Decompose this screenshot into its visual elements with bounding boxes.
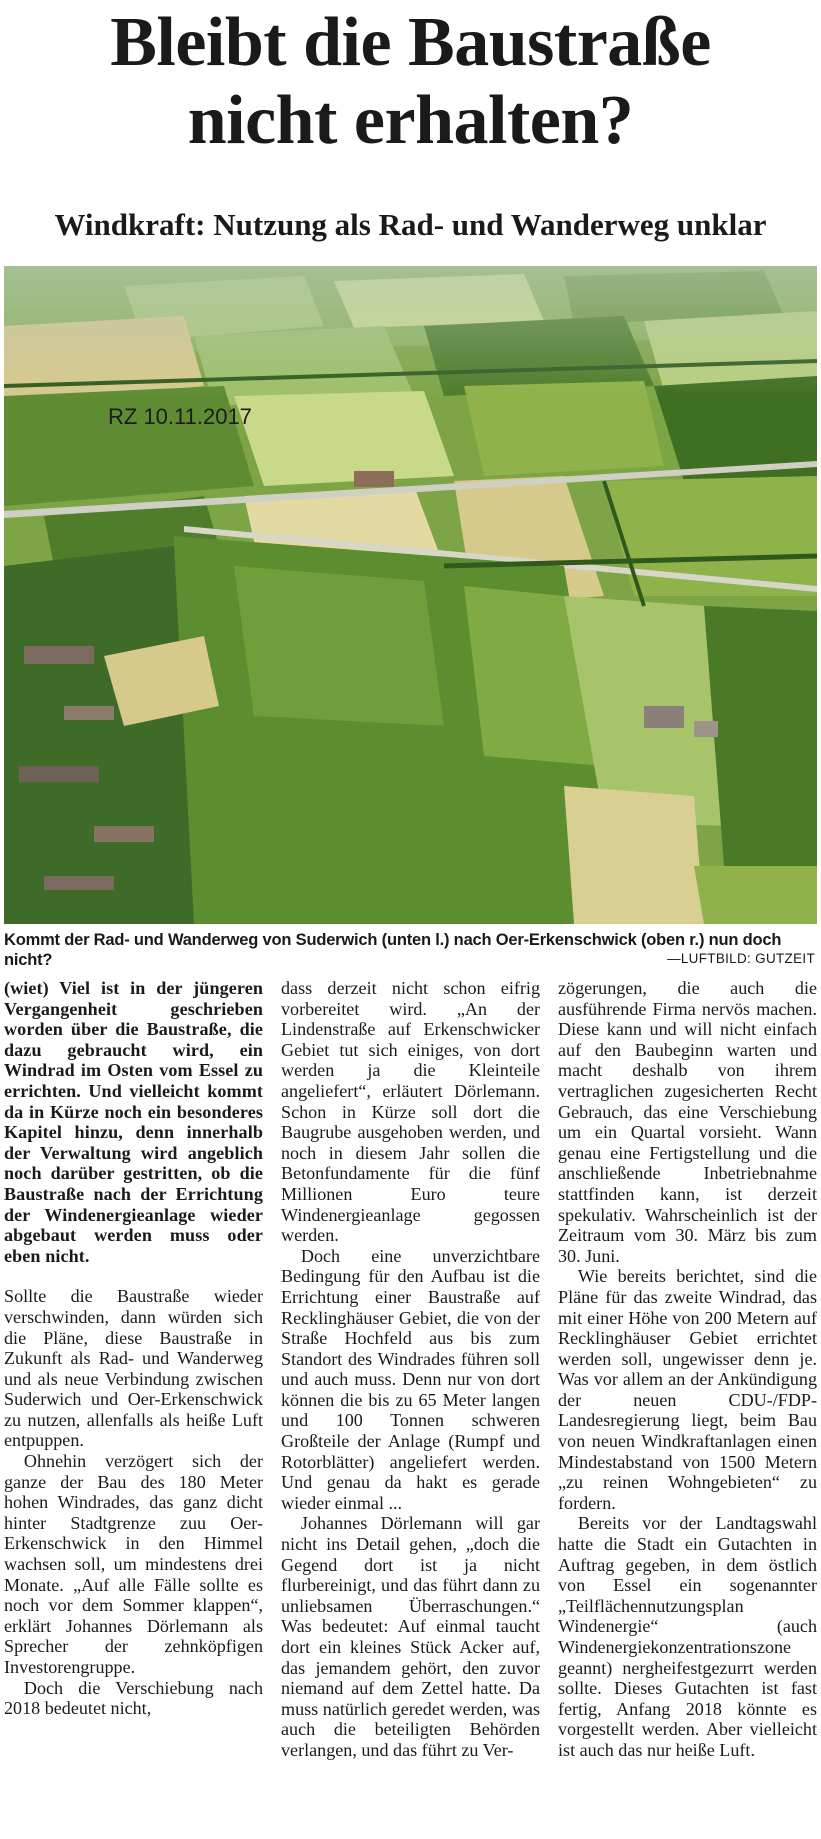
headline-line-1: Bleibt die Baustraße (110, 4, 711, 81)
article-paragraph: Doch die Verschiebung nach 2018 bedeutet nicht, (4, 1677, 263, 1719)
article-paragraph: dass derzeit nicht schon eifrig vorbereitet wird. „An der Lindenstraße auf Erkenschwicker Gebiet tut sich einiges, von dort werden ja die Kleinteile angeliefert“, erläutert Dörlemann. Schon in Kürze soll dort die Baugrube ausgehoben werden, und noch in diesem Jahr sollen die Betonfundamente für die fünf Millionen Euro teure Windenergieanlage gegossen werden. (281, 978, 540, 1246)
article-column-3 (558, 978, 817, 1836)
article-body (4, 978, 817, 1836)
article-paragraph: Bereits vor der Landtagswahl hatte die Stadt ein Gutachten in Auftrag gegeben, in dem östlich von Essel ein sogenannter „Teilflächennutzungsplan Windenergie“ (auch Windenergiekonzentrationszone geannt) nergheifestgezurrt werden sollte. Dieses Gutachten ist fast fertig, Anfang 2018 könnte es vorgestellt werden. Aber vielleicht ist auch das nur heiße Luft. (558, 1513, 817, 1760)
headline (0, 4, 821, 160)
article-paragraph: Ohnehin verzögert sich der ganze der Bau des 180 Meter hohen Windrades, das ganz dicht hinter Stadtgrenze zuu Oer-Erkenschwick in den Himmel wachsen soll, um mindestens drei Monate. „Auf alle Fälle sollte es noch vor dem Sommer klappen“, erklärt Johannes Dörlemann als Sprecher der zehnköpfigen Investorengruppe. (4, 1451, 263, 1677)
aerial-farmland-photo (4, 266, 817, 924)
article-paragraph: Johannes Dörlemann will gar nicht ins Detail gehen, „doch die Gegend dort ist ja nicht flurbereinigt, und das führt dann zu unliebsamen Überraschungen.“ Was bedeutet: Auf einmal taucht dort ein kleines Stück Acker auf, das jemandem gehört, den zuvor niemand auf dem Zettel hatte. Da muss natürlich geredet werden, was auch die beteiligten Behörden verlangen, und das führt zu Ver- (281, 1513, 540, 1760)
article-lead: (wiet) Viel ist in der jüngeren Vergangenheit geschrieben worden über die Baustraße, die dazu gebraucht wird, ein Windrad im Osten vom Essel zu errichten. Und vielleicht kommt da in Kürze noch ein besonderes Kapitel hinzu, denn innerhalb der Verwaltung wird angeblich noch darüber gestritten, ob die Baustraße nach der Errichtung der Windenergieanlage wieder abgebaut werden muss oder eben nicht. (4, 978, 263, 1266)
article-column-1 (4, 978, 263, 1836)
headline-line-2: nicht erhalten? (187, 82, 634, 159)
photo-credit: —LUFTBILD: GUTZEIT (667, 951, 815, 966)
article-paragraph: zögerungen, die auch die ausführende Firma nervös machen. Diese kann und will nicht einfach auf den Baubeginn warten und macht deshalb von ihrem vertraglichen zugesicherten Recht Gebrauch, das eine Verschiebung um ein Quartal vorsieht. Wann genau eine Fertigstellung und die anschließende Inbetriebnahme stattfinden kann, ist derzeit spekulativ. Wahrscheinlich ist der Zeitraum vom 30. März bis zum 30. Juni. (558, 978, 817, 1266)
article-paragraph: Sollte die Baustraße wieder verschwinden, dann würden sich die Pläne, diese Baustraße in Zukunft als Rad- und Wanderweg und als neue Verbindung zwischen Suderwich und Oer-Erkenschwick zu nutzen, allenfalls als heiße Luft entpuppen. (4, 1286, 263, 1451)
date-stamp: RZ 10.11.2017 (108, 404, 252, 429)
photo-caption: Kommt der Rad- und Wanderweg von Suderwich (unten l.) nach Oer-Erkenschwick (oben r.) nun doch nicht? (4, 931, 782, 969)
article-paragraph: Doch eine unverzichtbare Bedingung für den Aufbau ist die Errichtung einer Baustraße auf Recklinghäuser Gebiet, die von der Straße Hochfeld aus bis zum Standort des Windrades führen soll und auch muss. Denn nur von dort können die bis zu 65 Meter langen und 100 Tonnen schweren Großteile der Anlage (Rumpf und Rotorblätter) angeliefert werden. Und genau da hakt es gerade wieder einmal ... (281, 1245, 540, 1513)
article-column-2 (281, 978, 540, 1836)
subheadline: Windkraft: Nutzung als Rad- und Wanderweg unklar (54, 207, 767, 242)
farmland-illustration (4, 266, 817, 924)
article-paragraph: Wie bereits berichtet, sind die Pläne für das zweite Windrad, das mit einer Höhe von 200 Metern auf Recklinghäuser Gebiet errichtet werden soll, ungewisser denn je. Was vor allem an der Ankündigung der neuen CDU-/FDP-Landesregierung liegt, beim Bau von neuen Windkraftanlagen einen Mindestabstand von 1500 Metern „zu reinen Wohngebieten“ zu fordern. (558, 1266, 817, 1513)
